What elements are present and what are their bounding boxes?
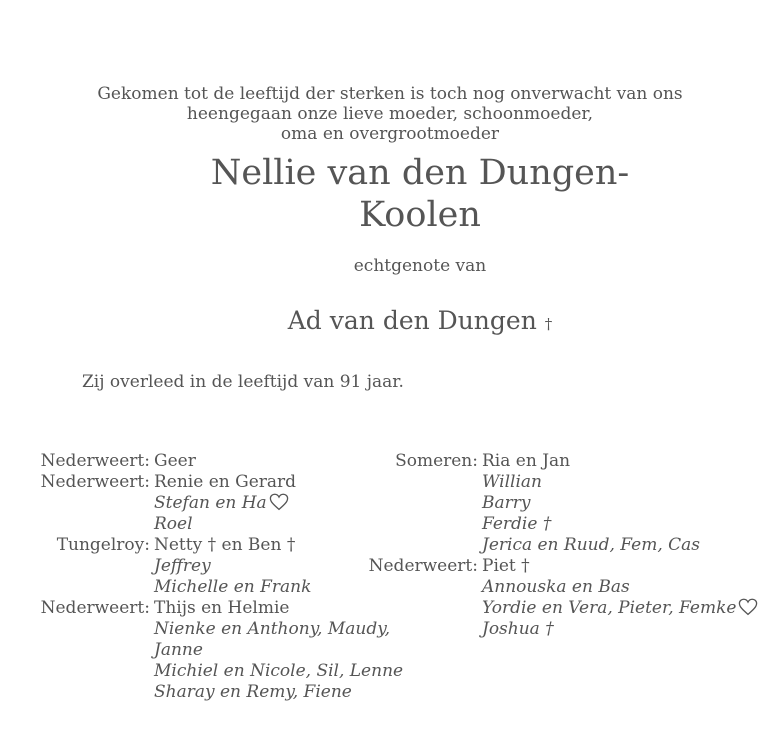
family-names: [150, 682, 352, 703]
family-place: [0, 640, 150, 661]
deceased-name: [170, 152, 670, 236]
intro-text: [40, 84, 740, 144]
family-names-text: Jeffrey: [154, 556, 211, 576]
family-row: [330, 598, 758, 619]
spouse-name: Ad van den Dungen: [287, 306, 537, 335]
family-row: [330, 556, 758, 577]
intro-line-2: heengegaan onze lieve moeder, schoonmoeder,: [186, 104, 594, 124]
family-names: [150, 640, 203, 661]
spouse-intro: echtgenote van: [353, 256, 487, 276]
family-column-right: [330, 451, 758, 640]
family-place: Someren:: [395, 451, 478, 471]
family-place: [330, 577, 478, 598]
family-place: [0, 493, 150, 514]
family-names: [478, 472, 542, 493]
family-place: [330, 619, 478, 640]
family-place: [330, 598, 478, 619]
family-names-text: Thijs en Helmie: [154, 598, 290, 618]
family-names: [478, 493, 531, 514]
family-row: [330, 451, 758, 472]
spouse-line: [200, 306, 640, 335]
family-names-text: Jerica en Ruud, Fem, Cas: [482, 535, 701, 555]
family-names: [150, 577, 311, 598]
age-statement: Zij overleed in de leeftijd van 91 jaar.: [82, 372, 404, 392]
family-names-text: Netty † en Ben †: [154, 535, 296, 555]
family-row: [0, 682, 403, 703]
family-place: [0, 577, 150, 598]
family-names: [150, 472, 296, 493]
family-names-text: Stefan en Ha: [154, 493, 267, 513]
family-names: [478, 556, 530, 577]
family-names-text: Joshua †: [482, 619, 554, 639]
intro-line-1: Gekomen tot de leeftijd der sterken is toch nog onverwacht van ons: [97, 84, 683, 104]
family-names: [478, 598, 758, 619]
intro-line-3: oma en overgrootmoeder: [280, 124, 500, 144]
family-row: [330, 493, 758, 514]
family-row: [0, 640, 403, 661]
family-place: Tungelroy:: [56, 535, 150, 555]
family-names: [150, 493, 289, 514]
family-names: [150, 514, 193, 535]
family-names-text: Ria en Jan: [482, 451, 571, 471]
family-names-text: Piet †: [482, 556, 530, 576]
family-place: [330, 535, 478, 556]
family-names-text: Renie en Gerard: [154, 472, 297, 492]
family-place: [330, 514, 478, 535]
family-names-text: Geer: [154, 451, 196, 471]
family-names-text: Michiel en Nicole, Sil, Lenne: [154, 661, 404, 681]
family-names: [478, 451, 570, 472]
family-place: Nederweert:: [40, 472, 150, 492]
dagger-cross-icon: †: [544, 315, 553, 333]
family-names-text: Sharay en Remy, Fiene: [154, 682, 352, 702]
family-names: [150, 451, 196, 472]
family-row: [330, 619, 758, 640]
family-names-text: Barry: [482, 493, 531, 513]
family-place: [0, 619, 150, 640]
family-names: [478, 577, 630, 598]
family-names: [150, 556, 211, 577]
deceased-name-line-1: Nellie van den Dungen-: [210, 153, 630, 193]
family-place: Nederweert:: [368, 556, 478, 576]
family-place: [0, 682, 150, 703]
heart-outline-icon: [738, 598, 758, 616]
family-names-text: Nienke en Anthony, Maudy,: [154, 619, 390, 639]
family-place: [330, 472, 478, 493]
family-row: [330, 514, 758, 535]
family-place: [0, 556, 150, 577]
heart-outline-icon: [269, 493, 289, 511]
family-place: [330, 493, 478, 514]
family-place: Nederweert:: [40, 598, 150, 618]
family-place: [0, 514, 150, 535]
family-names: [478, 514, 551, 535]
family-names-text: Yordie en Vera, Pieter, Femke: [482, 598, 737, 618]
family-row: [0, 661, 403, 682]
family-row: [330, 577, 758, 598]
family-place: [0, 661, 150, 682]
family-names-text: Roel: [154, 514, 193, 534]
family-names: [150, 598, 289, 619]
family-names-text: Janne: [154, 640, 203, 660]
family-names-text: Willian: [482, 472, 543, 492]
family-names-text: Ferdie †: [482, 514, 552, 534]
deceased-name-line-2: Koolen: [359, 195, 481, 235]
family-place: Nederweert:: [40, 451, 150, 471]
family-names: [478, 619, 554, 640]
family-row: [330, 535, 758, 556]
family-names-text: Michelle en Frank: [154, 577, 312, 597]
family-names: [478, 535, 700, 556]
family-names-text: Annouska en Bas: [482, 577, 630, 597]
family-names: [150, 661, 403, 682]
family-names: [150, 535, 295, 556]
family-row: [330, 472, 758, 493]
